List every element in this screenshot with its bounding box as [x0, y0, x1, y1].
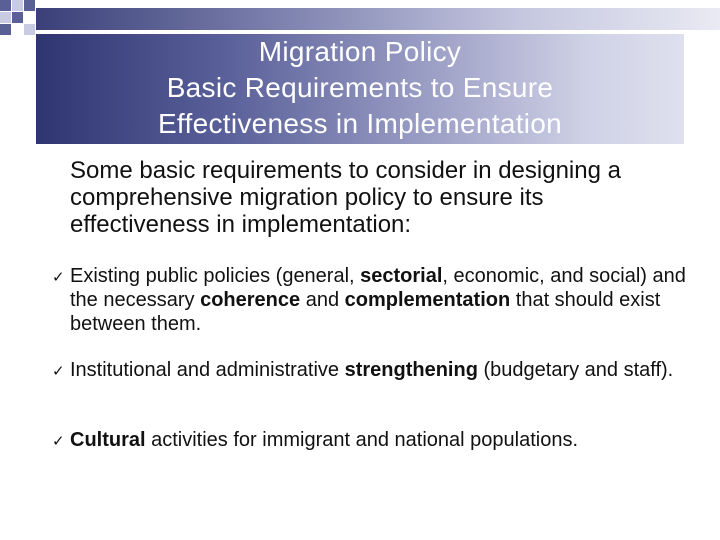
corner-square [0, 12, 11, 23]
corner-square [12, 12, 23, 23]
corner-square [12, 0, 23, 11]
bullet-item [52, 264, 692, 336]
corner-square [0, 0, 11, 11]
corner-square [24, 12, 35, 23]
title-line: Effectiveness in Implementation [157, 108, 563, 139]
title-line: Migration Policy [258, 36, 462, 67]
checkmark-icon: ✓ [52, 362, 65, 380]
corner-square [12, 24, 23, 35]
checkmark-icon: ✓ [52, 268, 65, 286]
bold-term: strengthening [344, 359, 478, 381]
checkmark-icon: ✓ [52, 432, 65, 450]
bold-term: Cultural [70, 429, 146, 451]
corner-square [0, 24, 11, 35]
corner-square [24, 0, 35, 11]
bullet-text: Institutional and administrative strengthening (budgetary and staff). [70, 359, 674, 381]
bullet-text: Existing public policies (general, sectorial, economic, and social) and the necessary coherence and complementation that should exist between them. [70, 265, 686, 335]
bullet-text: Cultural activities for immigrant and national populations. [70, 429, 579, 451]
slide-title [36, 34, 684, 144]
bold-term: sectorial [360, 265, 443, 287]
bullet-item [52, 358, 692, 382]
bold-term: coherence [200, 289, 301, 311]
intro-paragraph: Some basic requirements to consider in designing a comprehensive migration policy to ensure its effectiveness in implementation: [70, 157, 621, 238]
title-line: Basic Requirements to Ensure [166, 72, 554, 103]
bold-term: complementation [344, 289, 511, 311]
header-gradient-bar [36, 8, 720, 30]
bullet-item [52, 428, 692, 452]
corner-square [24, 24, 35, 35]
